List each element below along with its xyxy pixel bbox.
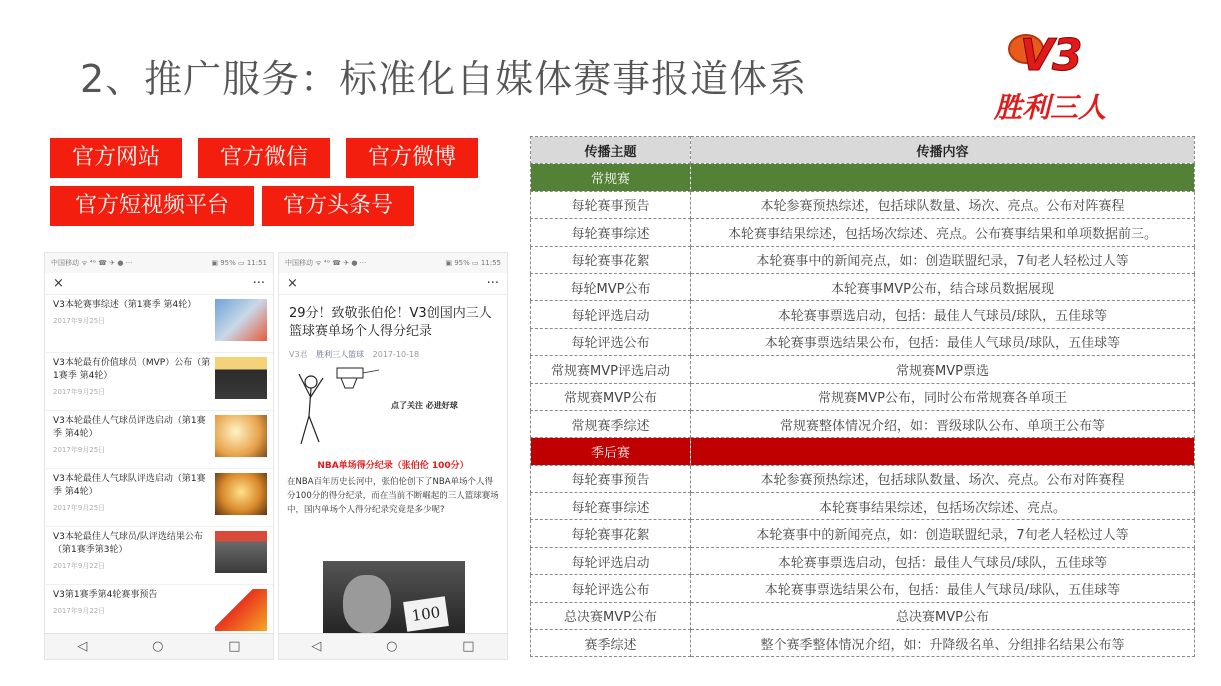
article-date: 2017年9月25日 [53,446,106,454]
android-nav-bar [279,633,507,659]
nav-bar [45,273,273,295]
topic-cell: 常规赛季综述 [531,410,691,437]
table-row [531,575,1195,602]
section-label: 季后赛 [531,438,691,465]
table-row [531,410,1195,437]
sketch-illustration [279,364,507,454]
article-date: 2017年9月22日 [53,607,106,615]
list-item[interactable] [45,295,273,353]
column-header-topic: 传播主题 [531,137,691,164]
article-thumbnail [215,299,267,341]
topic-cell: 每轮赛事花絮 [531,520,691,547]
phone-screenshot-article-detail [278,252,508,660]
article-date: 2017年9月25日 [53,317,106,325]
content-cell: 本轮参赛预热综述，包括球队数量、场次、亮点。公布对阵赛程 [691,465,1195,492]
table-row [531,246,1195,273]
content-cell: 总决赛MVP公布 [691,602,1195,629]
tag-official-wechat[interactable]: 官方微信 [198,138,330,178]
article-title: V3本轮最佳人气球员/队评选结果公布（第1赛季第3轮） [53,532,203,555]
close-icon[interactable]: × [287,276,298,291]
article-meta [279,341,507,360]
list-item[interactable] [45,353,273,411]
article-body: 在NBA百年历史长河中，张伯伦创下了NBA单场个人得分100分的得分纪录，而在当前不断崛起的三人篮球赛场中，国内单场个人得分纪录究竟是多少呢? [287,477,499,515]
content-cell: 本轮赛事票选结果公布，包括：最佳人气球员/球队，五佳球等 [691,328,1195,355]
topic-cell: 每轮评选启动 [531,301,691,328]
phone-screenshot-article-list [44,252,274,660]
content-cell: 本轮赛事中的新闻亮点，如：创造联盟纪录，7旬老人轻松过人等 [691,520,1195,547]
article-title: V3第1赛季第4轮赛事预告 [53,590,158,600]
article-list [45,295,273,643]
content-cell: 常规赛MVP公布，同时公布常规赛各单项王 [691,383,1195,410]
logo-text: 胜利三人 [993,91,1106,124]
article-thumbnail [215,357,267,399]
content-cell: 整个赛季整体情况介绍，如：升降级名单、分组排名结果公布等 [691,630,1195,657]
photo-sign: 100 [403,596,449,632]
article-source-link[interactable]: 胜利三人篮球 [316,350,365,359]
home-icon[interactable]: ○ [152,639,164,654]
status-bar [279,253,507,273]
topic-cell: 常规赛MVP评选启动 [531,356,691,383]
article-thumbnail [215,415,267,457]
more-icon[interactable]: ··· [252,276,265,291]
topic-cell: 每轮赛事综述 [531,493,691,520]
status-left: 中国移动 ᯤ ⁴ᴳ ☎ ✈ ● ··· [285,259,367,267]
status-bar [45,253,273,273]
article-title: V3本轮最佳人气球队评选启动（第1赛季 第4轮） [53,474,206,497]
page-title: 2、推广服务：标准化自媒体赛事报道体系 [80,57,808,101]
table-row [531,383,1195,410]
article-title: V3本轮最佳人气球员评选启动（第1赛季 第4轮） [53,416,206,439]
section-label: 常规赛 [531,164,691,191]
sketch-caption: 点了关注 必进好球 [391,401,458,410]
article-thumbnail [215,589,267,631]
content-cell: 本轮赛事票选启动，包括：最佳人气球员/球队，五佳球等 [691,547,1195,574]
topic-cell: 赛季综述 [531,630,691,657]
back-icon[interactable]: ◁ [77,639,88,654]
article-author: V3君 [289,350,308,359]
topic-cell: 每轮赛事综述 [531,219,691,246]
table-row [531,520,1195,547]
topic-cell: 每轮赛事预告 [531,191,691,218]
content-cell: 本轮赛事票选结果公布，包括：最佳人气球员/球队，五佳球等 [691,575,1195,602]
communication-plan-table [530,136,1195,657]
section-row [531,438,1195,465]
article-title: V3本轮赛事综述（第1赛季 第4轮） [53,300,197,310]
topic-cell: 每轮评选公布 [531,575,691,602]
table-row [531,493,1195,520]
nav-bar [279,273,507,295]
table-row [531,356,1195,383]
tag-official-website[interactable]: 官方网站 [50,138,182,178]
article-date: 2017-10-18 [372,350,420,359]
status-left: 中国移动 ᯤ ⁴ᴳ ☎ ✈ ● ··· [51,259,133,267]
more-icon[interactable]: ··· [486,276,499,291]
content-cell: 本轮赛事中的新闻亮点，如：创造联盟纪录，7旬老人轻松过人等 [691,246,1195,273]
tag-official-toutiao[interactable]: 官方头条号 [262,186,414,226]
table-row [531,465,1195,492]
close-icon[interactable]: × [53,276,64,291]
table-row [531,273,1195,300]
article-date: 2017年9月22日 [53,562,106,570]
tag-official-short-video[interactable]: 官方短视频平台 [50,186,254,226]
topic-cell: 每轮评选公布 [531,328,691,355]
content-cell: 本轮参赛预热综述，包括球队数量、场次、亮点。公布对阵赛程 [691,191,1195,218]
topic-cell: 每轮赛事花絮 [531,246,691,273]
back-icon[interactable]: ◁ [311,639,322,654]
list-item[interactable] [45,411,273,469]
tag-official-weibo[interactable]: 官方微博 [346,138,478,178]
topic-cell: 总决赛MVP公布 [531,602,691,629]
content-cell: 本轮赛事结果综述，包括场次综述、亮点。公布赛事结果和单项数据前三。 [691,219,1195,246]
topic-cell: 常规赛MVP公布 [531,383,691,410]
article-title: 29分！致敬张伯伦！V3创国内三人篮球赛单场个人得分纪录 [289,306,492,339]
table-row [531,219,1195,246]
recent-apps-icon[interactable]: □ [462,639,475,654]
content-cell: 本轮赛事结果综述，包括场次综述、亮点。 [691,493,1195,520]
list-item[interactable] [45,527,273,585]
article-date: 2017年9月25日 [53,388,106,396]
topic-cell: 每轮评选启动 [531,547,691,574]
article-date: 2017年9月25日 [53,504,106,512]
home-icon[interactable]: ○ [386,639,398,654]
v3-logo [980,28,1120,124]
section-spacer [691,438,1195,465]
player-portrait [343,575,391,633]
recent-apps-icon[interactable]: □ [228,639,241,654]
table-header-row [531,137,1195,164]
table-row [531,301,1195,328]
article-title: V3本轮最有价值球员（MVP）公布（第1赛季 第4轮） [53,358,211,381]
list-item[interactable] [45,469,273,527]
table-body [531,164,1195,657]
status-right: ▣ 95% ▭ 11:51 [211,259,267,267]
article-thumbnail [215,531,267,573]
basketball-player-sketch-icon [279,364,389,454]
section-row [531,164,1195,191]
android-nav-bar [45,633,273,659]
table-row [531,630,1195,657]
article-thumbnail [215,473,267,515]
table-row [531,602,1195,629]
topic-cell: 每轮赛事预告 [531,465,691,492]
logo-mark: V3 [1020,30,1081,81]
article-photo [323,561,465,637]
article-section-heading: NBA单场得分纪录（张伯伦 100分） [317,461,469,471]
table-row [531,191,1195,218]
table-row [531,328,1195,355]
content-cell: 本轮赛事票选启动，包括：最佳人气球员/球队，五佳球等 [691,301,1195,328]
content-cell: 常规赛MVP票选 [691,356,1195,383]
content-cell: 本轮赛事MVP公布，结合球员数据展现 [691,273,1195,300]
topic-cell: 每轮MVP公布 [531,273,691,300]
column-header-content: 传播内容 [691,137,1195,164]
table-row [531,547,1195,574]
section-spacer [691,164,1195,191]
content-cell: 常规赛整体情况介绍，如：晋级球队公布、单项王公布等 [691,410,1195,437]
status-right: ▣ 95% ▭ 11:55 [445,259,501,267]
